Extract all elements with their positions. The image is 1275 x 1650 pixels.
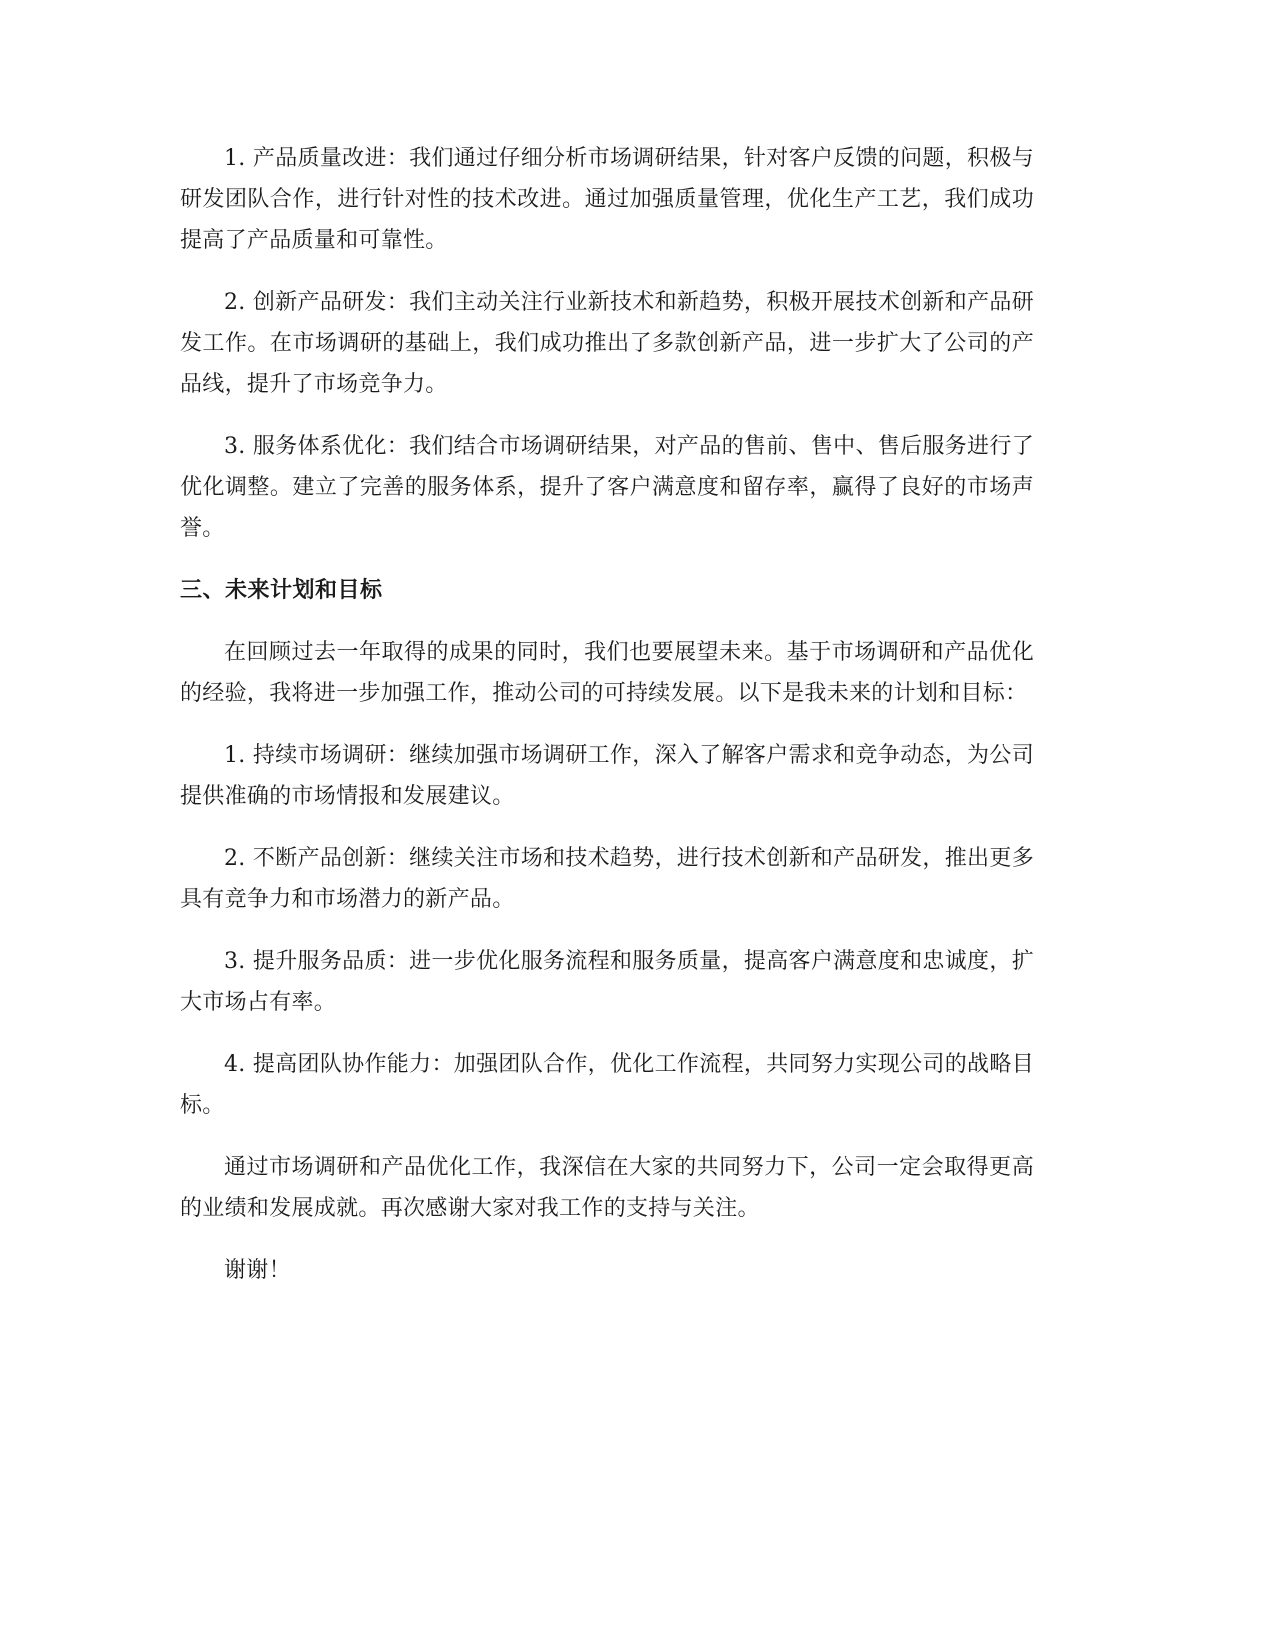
paragraph-plan-product-innovation: 2. 不断产品创新：继续关注市场和技术趋势，进行技术创新和产品研发，推出更多具有竞争力和市场潜力的新产品。 [180,846,1034,912]
paragraph-product-quality: 1. 产品质量改进：我们通过仔细分析市场调研结果，针对客户反馈的问题，积极与研发团队合作，进行针对性的技术改进。通过加强质量管理，优化生产工艺，我们成功提高了产品质量和可靠性。 [180,146,1034,253]
paragraph-conclusion: 通过市场调研和产品优化工作，我深信在大家的共同努力下，公司一定会取得更高的业绩和发展成就。再次感谢大家对我工作的支持与关注。 [180,1155,1034,1221]
paragraph-future-intro: 在回顾过去一年取得的成果的同时，我们也要展望未来。基于市场调研和产品优化的经验，我将进一步加强工作，推动公司的可持续发展。以下是我未来的计划和目标： [180,640,1034,706]
paragraph-plan-market-research: 1. 持续市场调研：继续加强市场调研工作，深入了解客户需求和竞争动态，为公司提供准确的市场情报和发展建议。 [180,743,1034,809]
section-heading-future-plans: 三、未来计划和目标 [180,578,383,603]
paragraph-product-innovation: 2. 创新产品研发：我们主动关注行业新技术和新趋势，积极开展技术创新和产品研发工作。在市场调研的基础上，我们成功推出了多款创新产品，进一步扩大了公司的产品线，提升了市场竞争力。 [180,290,1034,397]
paragraph-service-optimization: 3. 服务体系优化：我们结合市场调研结果，对产品的售前、售中、售后服务进行了优化调整。建立了完善的服务体系，提升了客户满意度和留存率，赢得了良好的市场声誉。 [180,434,1034,541]
paragraph-plan-service-quality: 3. 提升服务品质：进一步优化服务流程和服务质量，提高客户满意度和忠诚度，扩大市场占有率。 [180,949,1034,1015]
paragraph-plan-team-collaboration: 4. 提高团队协作能力：加强团队合作，优化工作流程，共同努力实现公司的战略目标。 [180,1052,1034,1118]
document-page [180,138,1034,1291]
paragraph-thanks: 谢谢！ [224,1258,291,1283]
